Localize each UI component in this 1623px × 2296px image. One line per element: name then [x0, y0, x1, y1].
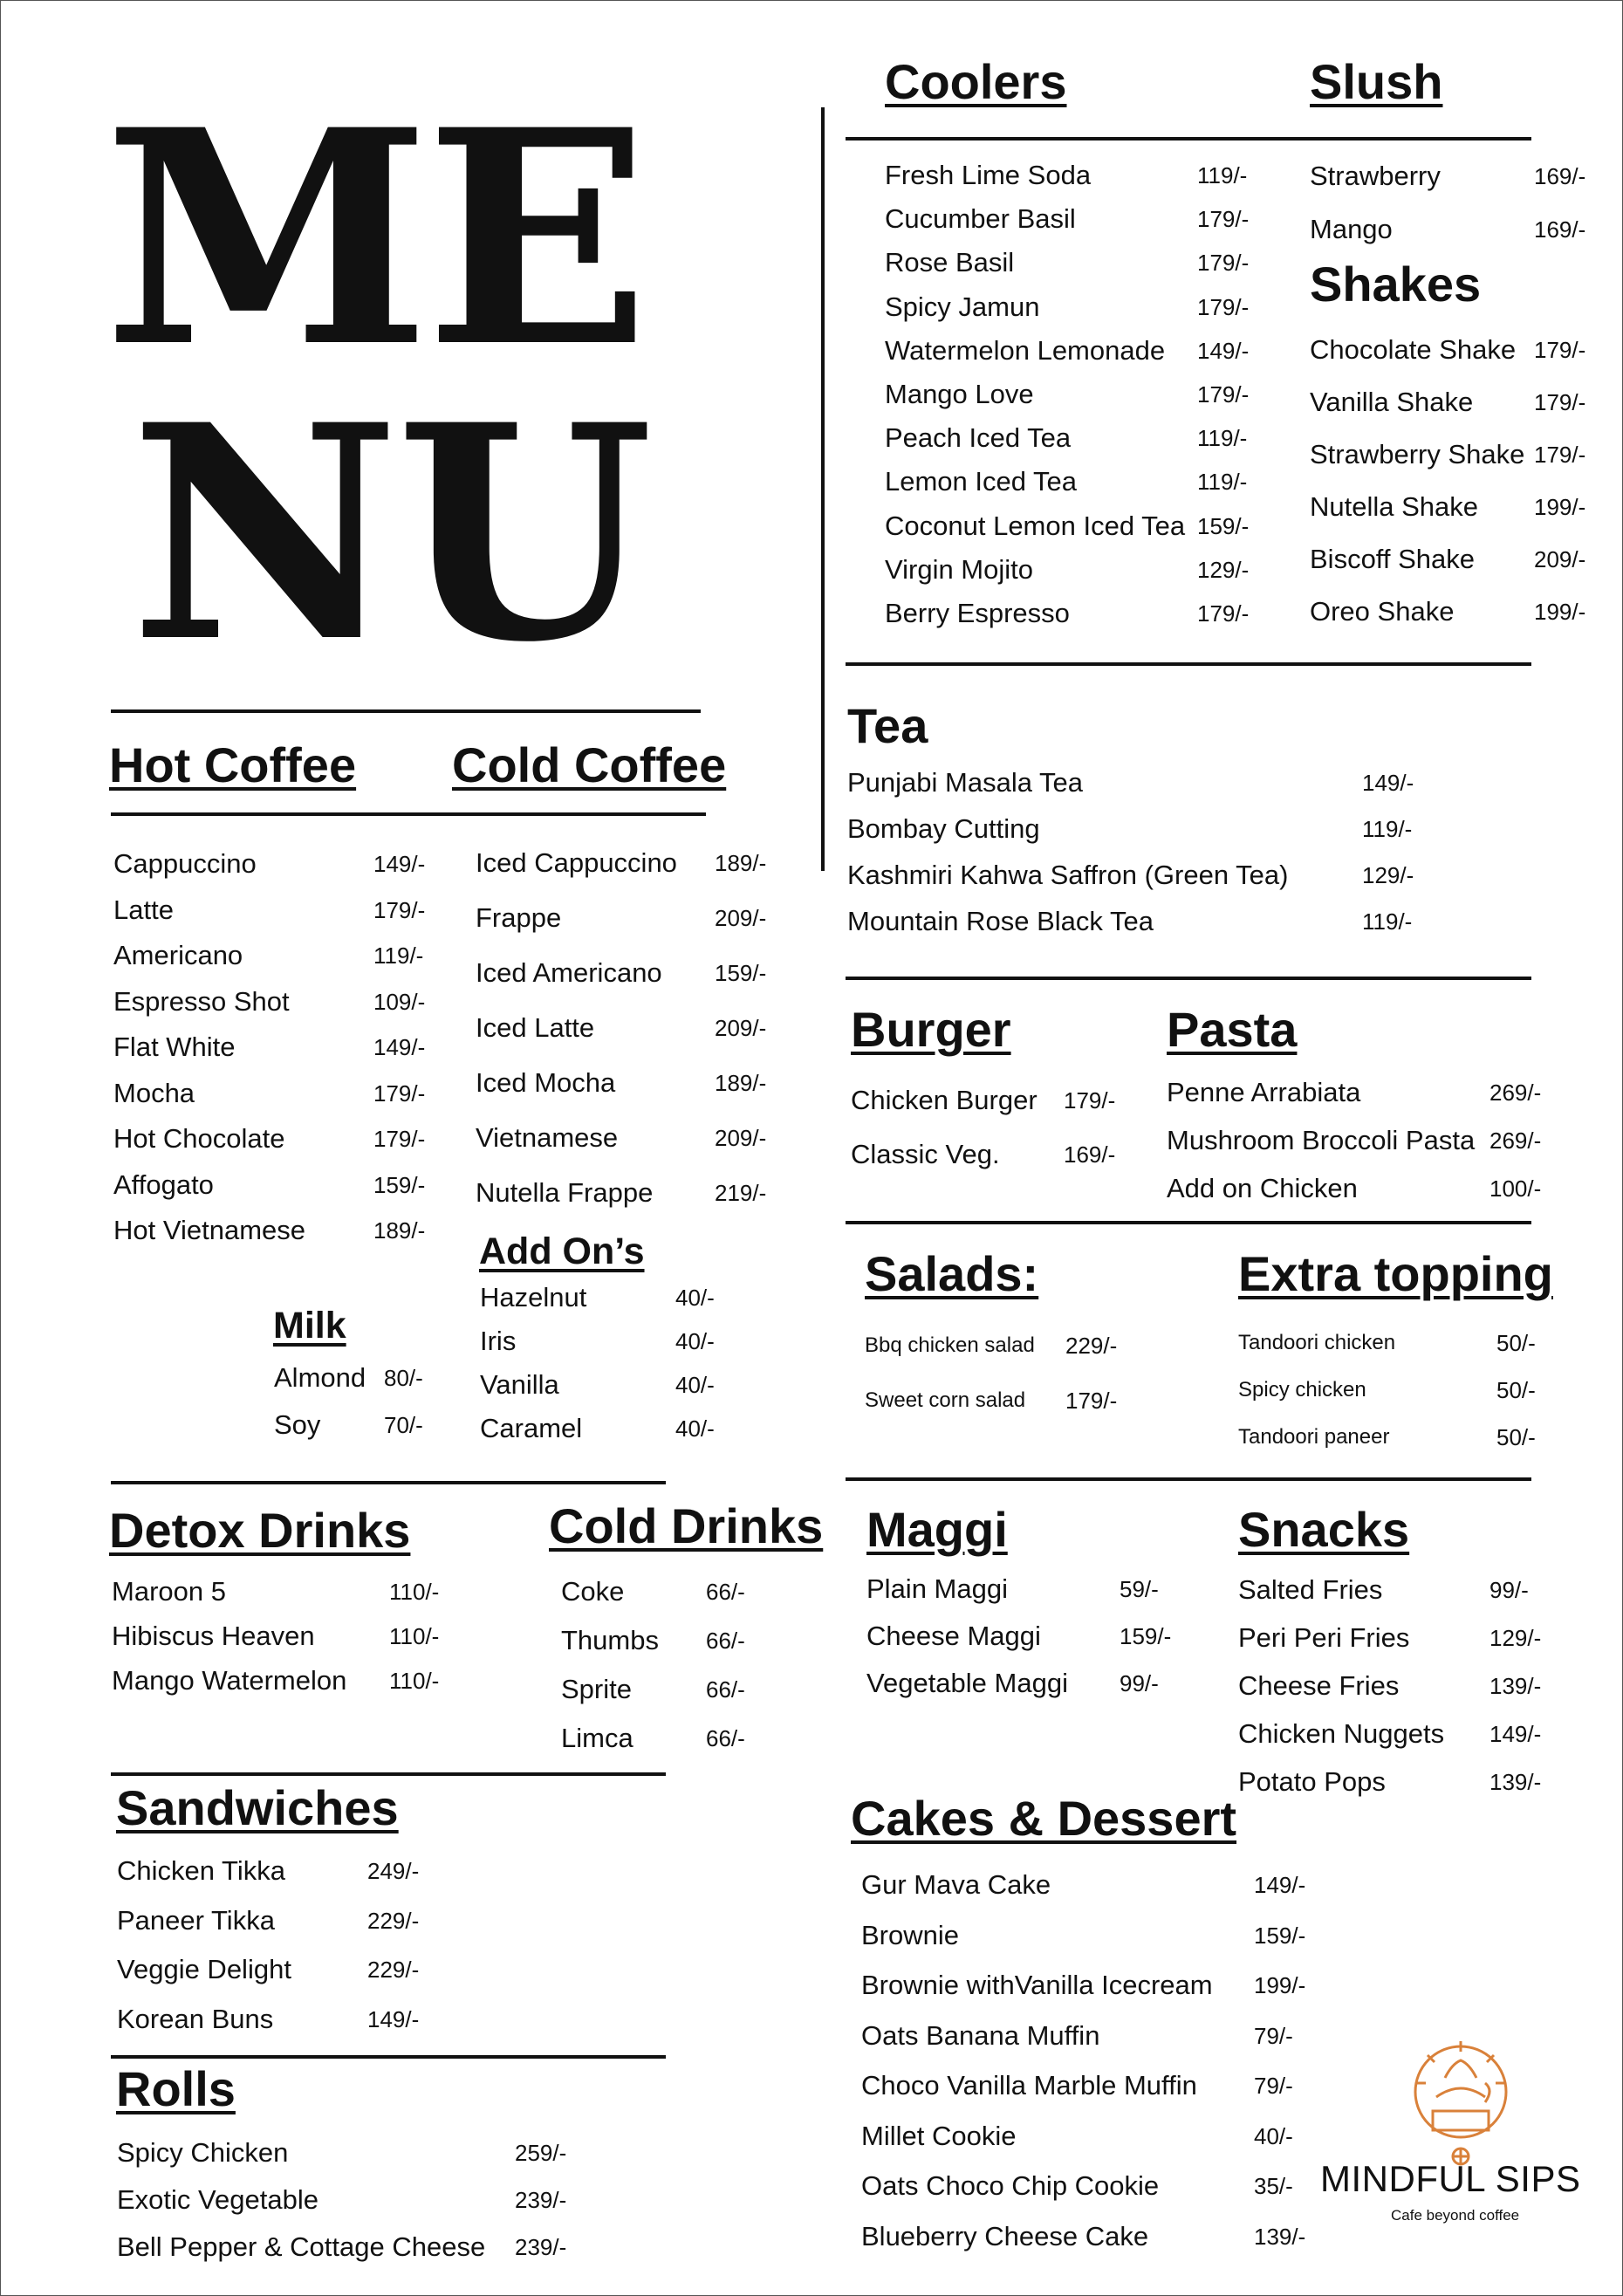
- menu-item-name: Chocolate Shake: [1310, 334, 1517, 365]
- menu-item-price: 100/-: [1489, 1175, 1542, 1202]
- divider: [111, 1481, 666, 1484]
- menu-item-name: Peach Iced Tea: [885, 422, 1072, 454]
- menu-item-row: [1238, 1573, 1570, 1607]
- menu-item-row: [1238, 1326, 1570, 1360]
- menu-item-name: Strawberry Shake: [1310, 439, 1525, 469]
- menu-item-row: [851, 1137, 1139, 1172]
- menu-item-row: [274, 1408, 449, 1443]
- menu-item-price: 199/-: [1254, 1972, 1306, 1998]
- menu-item-name: Peri Peri Fries: [1238, 1622, 1410, 1653]
- menu-item-price: 50/-: [1496, 1330, 1536, 1356]
- menu-item-name: Tandoori paneer: [1238, 1425, 1390, 1449]
- menu-item-name: Paneer Tikka: [117, 1904, 275, 1936]
- menu-item-row: [1238, 1669, 1570, 1703]
- menu-item-price: 149/-: [1197, 337, 1250, 364]
- menu-item-price: 269/-: [1489, 1127, 1542, 1154]
- menu-item-name: Oreo Shake: [1310, 596, 1455, 627]
- menu-item-row: [1167, 1123, 1551, 1158]
- section-title-extra-topping: Extra topping: [1238, 1246, 1553, 1301]
- menu-item-name: Tandoori chicken: [1238, 1331, 1396, 1354]
- menu-item-name: Limca: [561, 1723, 633, 1753]
- divider: [111, 1772, 666, 1776]
- menu-item-name: Espresso Shot: [113, 985, 290, 1017]
- menu-item-row: [865, 1383, 1153, 1418]
- menu-item-name: Virgin Mojito: [885, 553, 1034, 585]
- menu-item-name: Veggie Delight: [117, 1954, 291, 1984]
- menu-item-price: 99/-: [1489, 1577, 1529, 1603]
- menu-item-row: [117, 1952, 449, 1987]
- menu-item-name: Chicken Tikka: [117, 1855, 285, 1886]
- section-title-tea: Tea: [847, 698, 928, 753]
- menu-item-row: [1310, 385, 1606, 420]
- menu-item-name: Oats Choco Chip Cookie: [861, 2170, 1160, 2201]
- menu-item-price: 229/-: [367, 1957, 420, 1983]
- menu-item-price: 149/-: [373, 851, 426, 877]
- menu-item-name: Iced Mocha: [476, 1067, 616, 1098]
- menu-item-name: Strawberry: [1310, 161, 1441, 191]
- menu-item-name: Oats Banana Muffin: [861, 2019, 1100, 2051]
- menu-item-price: 70/-: [384, 1412, 423, 1438]
- brand-tagline: Cafe beyond coffee: [1391, 2207, 1520, 2224]
- menu-item-name: Chicken Nuggets: [1238, 1718, 1445, 1749]
- menu-item-name: Lemon Iced Tea: [885, 466, 1078, 497]
- menu-item-price: 119/-: [1197, 425, 1248, 452]
- menu-item-name: Choco Vanilla Marble Muffin: [861, 2070, 1197, 2101]
- menu-item-name: Hot Vietnamese: [113, 1215, 305, 1245]
- menu-item-price: 40/-: [675, 1285, 715, 1311]
- menu-item-row: [861, 2169, 1332, 2203]
- divider: [846, 1221, 1531, 1224]
- menu-item-row: [861, 2219, 1332, 2254]
- menu-item-row: [885, 290, 1269, 325]
- menu-item-price: 189/-: [715, 850, 767, 876]
- menu-item-name: Millet Cookie: [861, 2120, 1017, 2151]
- menu-item-price: 179/-: [1197, 381, 1250, 408]
- menu-item-price: 209/-: [715, 1015, 767, 1041]
- menu-item-price: 159/-: [1197, 512, 1250, 539]
- menu-item-name: Mango Love: [885, 379, 1034, 409]
- menu-item-row: [847, 812, 1441, 846]
- menu-item-name: Coke: [561, 1576, 625, 1607]
- menu-item-row: [1238, 1420, 1570, 1455]
- menu-item-price: 189/-: [373, 1217, 426, 1244]
- menu-item-price: 159/-: [715, 960, 767, 986]
- menu-item-price: 249/-: [367, 1858, 420, 1884]
- menu-item-price: 199/-: [1534, 494, 1586, 520]
- menu-item-name: Brownie withVanilla Icecream: [861, 1970, 1213, 2000]
- menu-item-row: [885, 509, 1269, 544]
- menu-item-row: [1310, 212, 1606, 247]
- menu-item-name: Gur Mava Cake: [861, 1869, 1051, 1900]
- menu-item-price: 40/-: [675, 1372, 715, 1398]
- menu-item-row: [885, 377, 1269, 412]
- menu-item-price: 199/-: [1534, 599, 1586, 625]
- menu-item-row: [112, 1574, 478, 1609]
- menu-item-price: 159/-: [1254, 1922, 1306, 1949]
- menu-item-row: [847, 765, 1441, 800]
- menu-item-row: [476, 1011, 790, 1045]
- menu-item-price: 110/-: [389, 1668, 440, 1694]
- menu-item-price: 110/-: [389, 1623, 440, 1649]
- divider: [846, 137, 1531, 141]
- menu-item-row: [561, 1672, 779, 1707]
- menu-item-name: Hazelnut: [480, 1282, 587, 1312]
- menu-item-row: [861, 2018, 1332, 2053]
- menu-item-row: [274, 1360, 449, 1395]
- menu-item-name: Plain Maggi: [866, 1573, 1008, 1604]
- menu-item-price: 119/-: [1197, 162, 1248, 188]
- menu-item-price: 139/-: [1489, 1769, 1542, 1795]
- menu-item-row: [885, 202, 1269, 236]
- divider: [846, 662, 1531, 666]
- menu-item-row: [117, 2230, 606, 2265]
- menu-item-name: Mountain Rose Black Tea: [847, 906, 1154, 936]
- menu-item-name: Chicken Burger: [851, 1085, 1037, 1115]
- menu-item-row: [885, 596, 1269, 631]
- menu-item-row: [885, 333, 1269, 368]
- menu-item-price: 239/-: [515, 2234, 567, 2260]
- menu-item-row: [1310, 490, 1606, 524]
- menu-item-price: 119/-: [373, 942, 424, 969]
- section-title-maggi: Maggi: [866, 1502, 1008, 1557]
- menu-item-row: [476, 1121, 790, 1155]
- menu-item-row: [885, 158, 1269, 193]
- brand-name: MINDFUL SIPS: [1320, 2158, 1581, 2199]
- section-title-add-ons: Add On’s: [479, 1230, 645, 1272]
- menu-item-row: [1238, 1373, 1570, 1408]
- menu-item-name: Iced Latte: [476, 1012, 595, 1043]
- menu-item-row: [112, 1663, 478, 1698]
- menu-item-name: Biscoff Shake: [1310, 544, 1475, 574]
- menu-item-price: 229/-: [367, 1907, 420, 1934]
- menu-item-price: 179/-: [1065, 1388, 1118, 1414]
- menu-item-name: Sprite: [561, 1674, 632, 1704]
- menu-item-price: 179/-: [373, 896, 426, 923]
- menu-item-name: Thumbs: [561, 1625, 659, 1655]
- menu-item-name: Kashmiri Kahwa Saffron (Green Tea): [847, 860, 1289, 890]
- menu-item-row: [885, 245, 1269, 280]
- menu-item-name: Vietnamese: [476, 1122, 619, 1153]
- menu-item-name: Cheese Maggi: [866, 1621, 1041, 1651]
- menu-item-name: Coconut Lemon Iced Tea: [885, 510, 1186, 541]
- menu-item-row: [1310, 437, 1606, 472]
- menu-item-name: Potato Pops: [1238, 1766, 1386, 1797]
- menu-item-row: [117, 2135, 606, 2170]
- menu-item-name: Mushroom Broccoli Pasta: [1167, 1125, 1476, 1155]
- menu-item-name: Rose Basil: [885, 247, 1015, 278]
- menu-item-price: 66/-: [706, 1628, 745, 1654]
- menu-item-name: Mocha: [113, 1077, 195, 1108]
- menu-item-row: [561, 1574, 779, 1609]
- section-title-snacks: Snacks: [1238, 1502, 1410, 1557]
- menu-item-row: [861, 1968, 1332, 2003]
- menu-item-name: Korean Buns: [117, 2003, 274, 2034]
- menu-item-price: 66/-: [706, 1676, 745, 1703]
- menu-item-name: Soy: [274, 1409, 321, 1440]
- menu-item-row: [476, 901, 790, 936]
- menu-item-price: 169/-: [1534, 216, 1586, 243]
- menu-item-row: [480, 1367, 742, 1402]
- menu-item-price: 219/-: [715, 1180, 767, 1206]
- menu-item-row: [113, 893, 445, 928]
- section-title-cakes-dessert: Cakes & Dessert: [851, 1791, 1237, 1846]
- menu-item-row: [561, 1623, 779, 1658]
- menu-item-row: [113, 938, 445, 973]
- menu-item-name: Spicy chicken: [1238, 1378, 1366, 1402]
- vertical-divider: [821, 107, 825, 871]
- menu-item-name: Bombay Cutting: [847, 813, 1040, 844]
- menu-item-price: 179/-: [1064, 1087, 1116, 1114]
- menu-item-price: 179/-: [1197, 293, 1250, 320]
- menu-item-row: [1310, 332, 1606, 367]
- menu-item-row: [113, 1076, 445, 1111]
- menu-item-row: [476, 1175, 790, 1210]
- menu-item-price: 149/-: [1362, 770, 1414, 796]
- menu-item-price: 259/-: [515, 2140, 567, 2166]
- menu-item-name: Bbq chicken salad: [865, 1333, 1035, 1357]
- menu-item-price: 66/-: [706, 1725, 745, 1751]
- menu-item-row: [476, 956, 790, 990]
- section-title-shakes: Shakes: [1310, 257, 1482, 312]
- menu-item-row: [561, 1721, 779, 1756]
- menu-item-row: [112, 1619, 478, 1654]
- menu-item-row: [851, 1083, 1139, 1118]
- menu-item-row: [847, 858, 1441, 893]
- cafe-sun-cup-logo-icon: [1314, 2025, 1615, 2235]
- menu-item-price: 129/-: [1489, 1625, 1542, 1651]
- menu-item-row: [476, 846, 790, 881]
- menu-item-price: 139/-: [1254, 2223, 1306, 2250]
- section-title-pasta: Pasta: [1167, 1002, 1298, 1057]
- menu-item-price: 119/-: [1362, 908, 1413, 935]
- menu-item-price: 109/-: [373, 988, 426, 1015]
- menu-item-name: Frappe: [476, 902, 562, 933]
- menu-item-row: [480, 1411, 742, 1446]
- menu-item-price: 159/-: [1120, 1623, 1172, 1649]
- menu-item-name: Exotic Vegetable: [117, 2184, 318, 2215]
- menu-item-row: [117, 1854, 449, 1888]
- menu-item-price: 179/-: [1534, 337, 1586, 363]
- menu-item-row: [861, 2119, 1332, 2154]
- menu-item-row: [861, 1918, 1332, 1953]
- menu-item-row: [1167, 1075, 1551, 1110]
- menu-item-name: Latte: [113, 894, 174, 925]
- menu-item-price: 129/-: [1362, 862, 1414, 888]
- menu-item-price: 50/-: [1496, 1377, 1536, 1403]
- menu-item-price: 179/-: [373, 1079, 426, 1107]
- menu-item-name: Penne Arrabiata: [1167, 1077, 1361, 1107]
- menu-item-name: Hot Chocolate: [113, 1123, 285, 1154]
- section-title-slush: Slush: [1310, 54, 1443, 109]
- section-title-cold-coffee: Cold Coffee: [452, 737, 727, 792]
- menu-item-row: [117, 1903, 449, 1938]
- menu-item-name: Cheese Fries: [1238, 1670, 1400, 1701]
- menu-item-row: [861, 1868, 1332, 1902]
- menu-item-row: [866, 1619, 1198, 1654]
- menu-item-price: 179/-: [1197, 250, 1250, 277]
- menu-item-price: 179/-: [1197, 206, 1250, 233]
- menu-item-price: 139/-: [1489, 1673, 1542, 1699]
- menu-item-row: [113, 1168, 445, 1203]
- menu-item-price: 149/-: [367, 2005, 420, 2032]
- menu-item-name: Iced Cappuccino: [476, 847, 677, 878]
- menu-item-price: 129/-: [1197, 556, 1250, 583]
- menu-item-name: Blueberry Cheese Cake: [861, 2220, 1149, 2251]
- menu-item-price: 149/-: [1489, 1721, 1542, 1747]
- menu-item-price: 66/-: [706, 1579, 745, 1605]
- menu-item-name: Maroon 5: [112, 1576, 226, 1607]
- menu-item-price: 35/-: [1254, 2173, 1293, 2199]
- section-title-sandwiches: Sandwiches: [116, 1780, 399, 1835]
- menu-item-name: Vanilla Shake: [1310, 387, 1474, 417]
- menu-item-row: [113, 984, 445, 1019]
- menu-item-price: 189/-: [715, 1070, 767, 1096]
- section-title-hot-coffee: Hot Coffee: [109, 737, 357, 792]
- menu-item-row: [885, 552, 1269, 587]
- menu-item-row: [1310, 159, 1606, 194]
- menu-item-price: 40/-: [1254, 2122, 1293, 2149]
- menu-item-name: Mango Watermelon: [112, 1665, 347, 1696]
- menu-item-price: 209/-: [1534, 546, 1586, 572]
- menu-item-row: [1238, 1717, 1570, 1751]
- divider: [846, 1477, 1531, 1481]
- divider: [111, 2055, 666, 2059]
- menu-item-name: Add on Chicken: [1167, 1173, 1358, 1203]
- menu-item-price: 149/-: [1254, 1872, 1306, 1898]
- section-title-burger: Burger: [851, 1002, 1011, 1057]
- menu-item-row: [847, 904, 1441, 939]
- menu-item-price: 179/-: [1197, 600, 1250, 627]
- menu-item-price: 119/-: [1197, 469, 1248, 496]
- menu-item-name: Cucumber Basil: [885, 203, 1076, 235]
- menu-item-name: Punjabi Masala Tea: [847, 767, 1083, 798]
- menu-item-row: [113, 1213, 445, 1248]
- menu-item-price: 239/-: [515, 2187, 567, 2213]
- menu-item-name: Caramel: [480, 1413, 583, 1443]
- menu-item-row: [1167, 1171, 1551, 1206]
- menu-item-row: [866, 1572, 1198, 1607]
- menu-item-price: 50/-: [1496, 1424, 1536, 1450]
- menu-item-price: 169/-: [1534, 163, 1586, 189]
- section-title-rolls: Rolls: [116, 2061, 236, 2116]
- menu-item-price: 229/-: [1065, 1333, 1118, 1359]
- menu-item-row: [113, 1030, 445, 1065]
- menu-item-row: [866, 1666, 1198, 1701]
- menu-item-price: 59/-: [1120, 1576, 1159, 1602]
- menu-item-name: Watermelon Lemonade: [885, 334, 1166, 366]
- menu-item-price: 40/-: [675, 1415, 715, 1442]
- menu-item-name: Nutella Shake: [1310, 491, 1479, 522]
- section-title-milk: Milk: [273, 1305, 346, 1347]
- section-title-coolers: Coolers: [885, 54, 1067, 109]
- menu-item-name: Vegetable Maggi: [866, 1668, 1068, 1698]
- menu-item-name: Bell Pepper & Cottage Cheese: [117, 2231, 486, 2262]
- menu-item-row: [117, 2183, 606, 2217]
- menu-title-line1: ME: [104, 65, 645, 412]
- menu-item-row: [113, 846, 445, 881]
- menu-item-name: Iced Americano: [476, 957, 662, 988]
- menu-item-name: Sweet corn salad: [865, 1388, 1026, 1412]
- menu-item-row: [885, 464, 1269, 499]
- menu-item-row: [865, 1328, 1153, 1363]
- menu-item-row: [1238, 1621, 1570, 1655]
- menu-item-price: 119/-: [1362, 816, 1413, 842]
- menu-item-price: 209/-: [715, 1125, 767, 1151]
- menu-item-price: 159/-: [373, 1171, 426, 1198]
- menu-item-name: Classic Veg.: [851, 1139, 1000, 1169]
- section-title-cold-drinks: Cold Drinks: [549, 1498, 824, 1553]
- menu-item-row: [885, 421, 1269, 456]
- menu-item-row: [1310, 594, 1606, 629]
- menu-item-name: Almond: [274, 1362, 366, 1393]
- menu-item-row: [117, 2002, 449, 2037]
- menu-item-price: 79/-: [1254, 2022, 1293, 2049]
- menu-item-name: Salted Fries: [1238, 1574, 1383, 1605]
- menu-item-name: Flat White: [113, 1031, 236, 1062]
- menu-item-name: Brownie: [861, 1919, 959, 1950]
- menu-item-name: Affogato: [113, 1169, 214, 1200]
- menu-item-price: 40/-: [675, 1328, 715, 1354]
- menu-item-row: [113, 1121, 445, 1156]
- menu-item-name: Hibiscus Heaven: [112, 1621, 315, 1651]
- menu-item-name: Spicy Chicken: [117, 2137, 289, 2168]
- menu-item-price: 110/-: [389, 1579, 440, 1605]
- menu-item-price: 209/-: [715, 905, 767, 931]
- menu-item-price: 179/-: [1534, 442, 1586, 468]
- section-title-salads: Salads:: [865, 1246, 1039, 1301]
- menu-item-name: Cappuccino: [113, 848, 257, 879]
- menu-item-price: 149/-: [373, 1034, 426, 1060]
- menu-item-row: [480, 1324, 742, 1359]
- menu-item-name: Mango: [1310, 214, 1393, 244]
- menu-item-name: Americano: [113, 940, 243, 970]
- menu-item-row: [1238, 1765, 1570, 1799]
- menu-item-name: Fresh Lime Soda: [885, 160, 1092, 190]
- menu-item-row: [1310, 542, 1606, 577]
- menu-item-price: 99/-: [1120, 1670, 1159, 1696]
- divider: [846, 977, 1531, 980]
- menu-item-price: 269/-: [1489, 1079, 1542, 1106]
- section-title-detox-drinks: Detox Drinks: [109, 1503, 411, 1558]
- menu-item-row: [861, 2068, 1332, 2103]
- menu-item-name: Nutella Frappe: [476, 1177, 654, 1208]
- menu-item-row: [476, 1066, 790, 1100]
- menu-item-price: 80/-: [384, 1365, 423, 1391]
- divider: [111, 812, 706, 816]
- menu-item-name: Iris: [480, 1326, 517, 1356]
- menu-item-name: Spicy Jamun: [885, 291, 1040, 322]
- menu-item-price: 179/-: [1534, 389, 1586, 415]
- menu-item-price: 79/-: [1254, 2073, 1293, 2099]
- menu-title-line2: NU: [130, 360, 650, 707]
- menu-item-row: [480, 1280, 742, 1315]
- menu-item-name: Vanilla: [480, 1369, 559, 1400]
- menu-item-name: Berry Espresso: [885, 598, 1070, 628]
- divider: [111, 709, 701, 713]
- menu-item-price: 179/-: [373, 1126, 426, 1152]
- menu-item-price: 169/-: [1064, 1141, 1116, 1168]
